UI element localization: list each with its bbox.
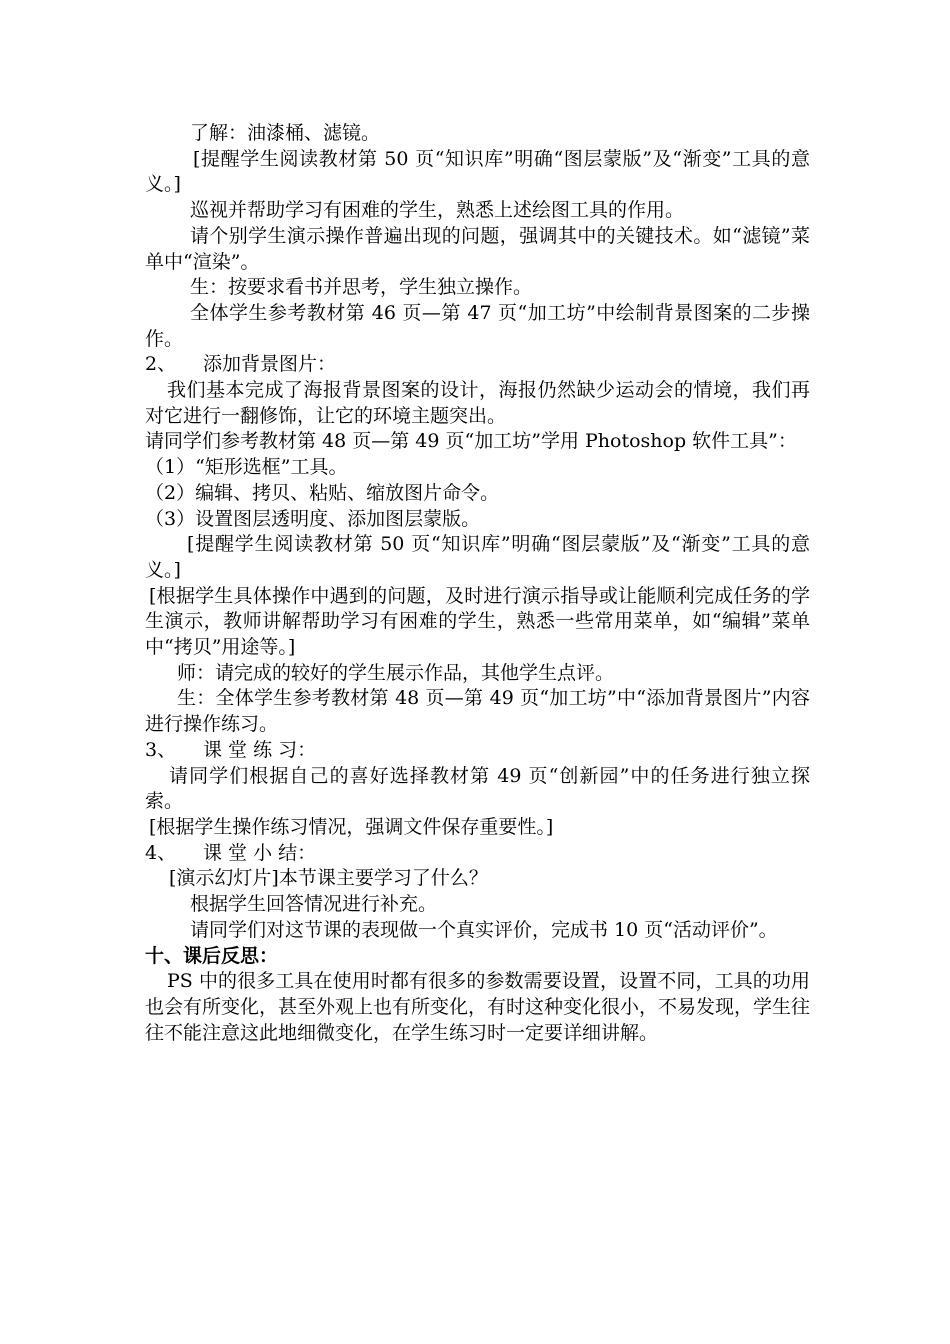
paragraph-reflection: PS 中的很多工具在使用时都有很多的参数需要设置，设置不同，工具的功用也会有所变化，甚至外观上也有所变化，有时这种变化很小，不易发现，学生往往不能注意这此地细微变化，在学生练习时一定要详细讲解。 bbox=[145, 970, 811, 1044]
paragraph-teacher-showcase: 师：请完成的较好的学生展示作品，其他学生点评。 bbox=[177, 661, 615, 684]
section-heading-3 bbox=[145, 738, 810, 764]
paragraph-remind-knowledge-2: [提醒学生阅读教材第 50 页“知识库”明确“图层蒙版”及“渐变”工具的意义。] bbox=[145, 533, 810, 581]
list-item-2: （2）编辑、拷贝、粘贴、缩放图片命令。 bbox=[145, 481, 500, 504]
section-number: 2、 bbox=[145, 353, 177, 376]
section-number: 4、 bbox=[145, 841, 177, 864]
paragraph-supplement: 根据学生回答情况进行补充。 bbox=[190, 893, 438, 916]
paragraph-demo-issues: 请个别学生演示操作普遍出现的问题，强调其中的关键技术。如“滤镜”菜单中“渲染”。 bbox=[145, 224, 810, 273]
section-heading-10: 十、课后反思： bbox=[145, 944, 279, 967]
paragraph-poster-design: 我们基本完成了海报背景图案的设计，海报仍然缺少运动会的情境，我们再对它进行一翻修饰，让它的环境主题突出。 bbox=[145, 379, 810, 427]
paragraph-patrol: 巡视并帮助学习有困难的学生，熟悉上述绘图工具的作用。 bbox=[190, 199, 685, 222]
paragraph-remind-knowledge: [提醒学生阅读教材第 50 页“知识库”明确“图层蒙版”及“渐变”工具的意义。] bbox=[145, 147, 810, 196]
paragraph-guidance: [根据学生具体操作中遇到的问题，及时进行演示指导或让能顺利完成任务的学生演示，教师讲解帮助学习有困难的学生，熟悉一些常用菜单，如“编辑”菜单中“拷贝”用途等。] bbox=[145, 584, 810, 659]
paragraph-save-importance: [根据学生操作练习情况，强调文件保存重要性。] bbox=[149, 815, 554, 838]
paragraph-reference-46: 全体学生参考教材第 46 页—第 47 页“加工坊”中绘制背景图案的二步操作。 bbox=[145, 301, 810, 350]
paragraph-exploration: 请同学们根据自己的喜好选择教材第 49 页“创新园”中的任务进行独立探索。 bbox=[145, 764, 810, 813]
paragraph-student-read: 生：按要求看书并思考，学生独立操作。 bbox=[190, 276, 533, 299]
paragraph-slides: [演示幻灯片]本节课主要学习了什么？ bbox=[169, 867, 488, 890]
section-title: 课 堂 小 结： bbox=[203, 841, 317, 864]
document-body bbox=[145, 121, 810, 1046]
section-title: 课 堂 练 习： bbox=[203, 738, 317, 761]
section-title: 添加背景图片： bbox=[203, 353, 337, 376]
paragraph-reference-48: 请同学们参考教材第 48 页—第 49 页“加工坊”学用 Photoshop 软件工具”： bbox=[145, 430, 797, 453]
section-heading-4 bbox=[145, 841, 810, 867]
list-item-3: （3）设置图层透明度、添加图层蒙版。 bbox=[145, 507, 481, 530]
section-heading-2 bbox=[145, 352, 810, 378]
section-number: 3、 bbox=[145, 738, 177, 761]
paragraph-understand: 了解：油漆桶、滤镜。 bbox=[190, 122, 381, 144]
paragraph-student-practice: 生：全体学生参考教材第 48 页—第 49 页“加工坊”中“添加背景图片”内容进行操作练习。 bbox=[145, 687, 810, 736]
paragraph-evaluation: 请同学们对这节课的表现做一个真实评价，完成书 10 页“活动评价”。 bbox=[190, 918, 778, 941]
list-item-1: （1）“矩形选框”工具。 bbox=[145, 456, 348, 479]
